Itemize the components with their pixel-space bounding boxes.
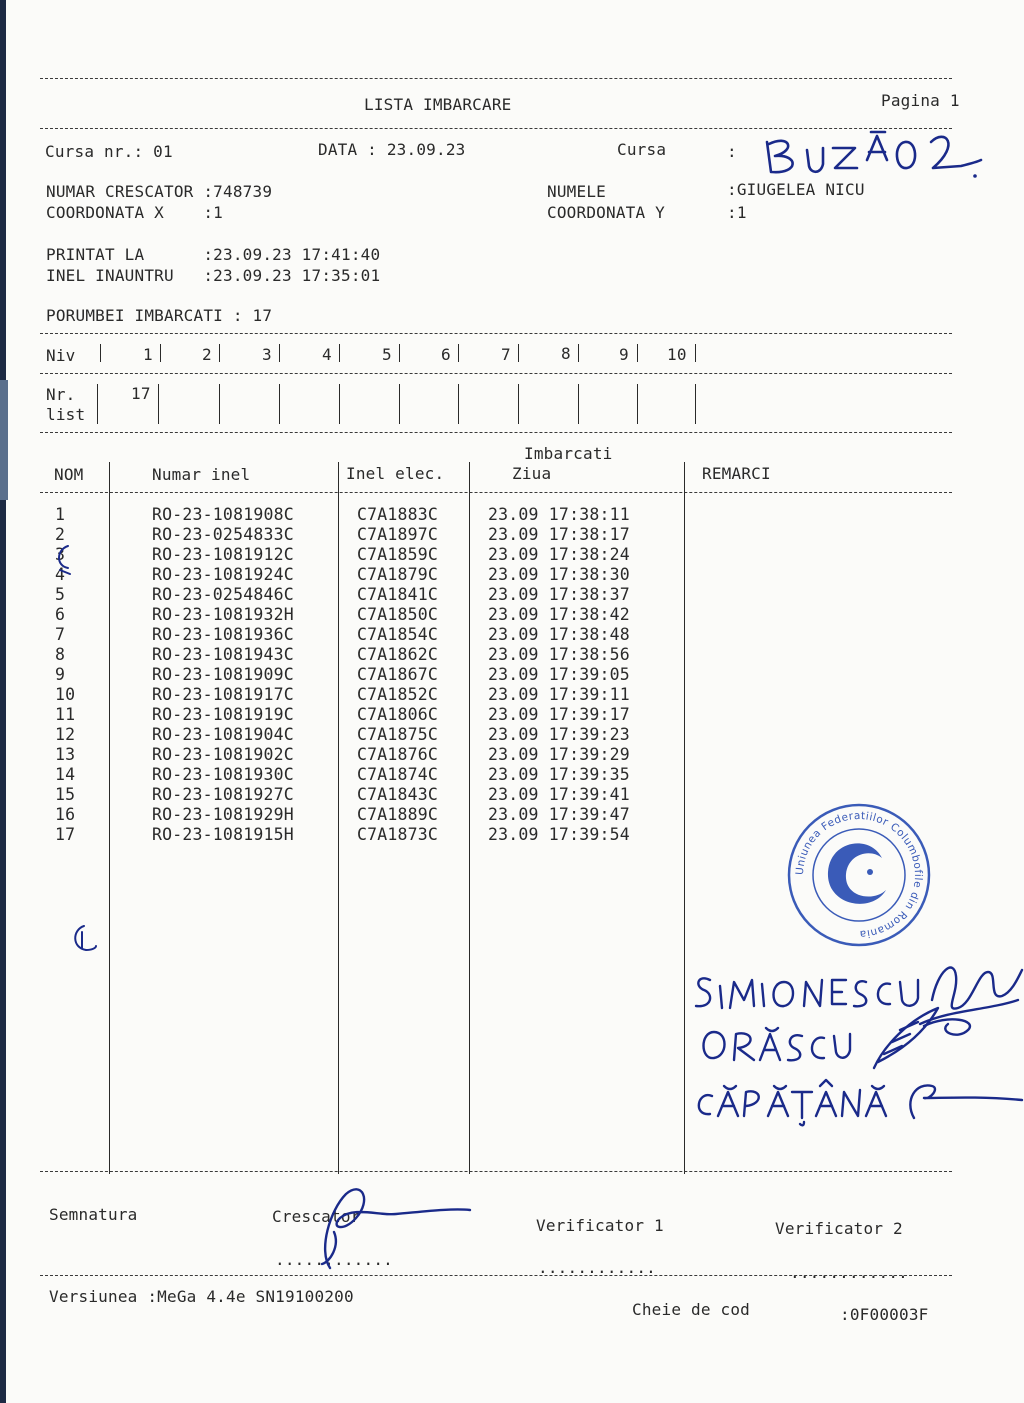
cursa-colon: :: [727, 142, 737, 161]
row-time: 23.09 17:39:17: [488, 705, 630, 724]
grid-line: [695, 384, 696, 424]
table-row: [0, 605, 1024, 625]
ring-inside: INEL INAUNTRU :23.09.23 17:35:01: [46, 266, 381, 285]
row-ring: RO-23-1081930C: [152, 765, 294, 784]
row-time: 23.09 17:38:48: [488, 625, 630, 644]
grid-line: [637, 344, 638, 362]
row-elec: C7A1850C: [357, 605, 439, 624]
row-nom: 13: [55, 745, 76, 764]
svg-text:Uniunea Federatiilor Columbofi: Uniunea Federatiilor Columbofile din Romania: [793, 809, 925, 941]
row-ring: RO-23-0254833C: [152, 525, 294, 544]
table-row: [0, 725, 1024, 745]
row-ring: RO-23-1081909C: [152, 665, 294, 684]
col-nom-header: NOM: [54, 465, 84, 484]
coordinate-y-label: COORDONATA Y: [547, 203, 665, 222]
row-nom: 7: [55, 625, 66, 644]
cursa-number: Cursa nr.: 01: [45, 142, 173, 161]
breeder-signature-label: Crescator: [272, 1207, 361, 1226]
row-elec: C7A1841C: [357, 585, 439, 604]
level-3: 3: [262, 345, 272, 364]
table-row: [0, 685, 1024, 705]
row-time: 23.09 17:38:24: [488, 545, 630, 564]
row-ring: RO-23-0254846C: [152, 585, 294, 604]
row-nom: 11: [55, 705, 76, 724]
row-ring: RO-23-1081929H: [152, 805, 294, 824]
divider: [40, 333, 952, 334]
row-elec: C7A1875C: [357, 725, 439, 744]
divider: [40, 1171, 952, 1172]
grid-line: [399, 384, 400, 424]
row-elec: C7A1843C: [357, 785, 439, 804]
col-ziua-header: Ziua: [512, 464, 552, 483]
grid-line: [279, 384, 280, 424]
divider: [40, 432, 952, 433]
row-nom: 17: [55, 825, 76, 844]
row-ring: RO-23-1081919C: [152, 705, 294, 724]
row-nom: 9: [55, 665, 66, 684]
row-time: 23.09 17:38:42: [488, 605, 630, 624]
row-elec: C7A1854C: [357, 625, 439, 644]
pigeons-boarded: PORUMBEI IMBARCATI : 17: [46, 306, 273, 325]
verifier-2-label: Verificator 2: [775, 1219, 903, 1238]
row-elec: C7A1873C: [357, 825, 439, 844]
row-time: 23.09 17:39:35: [488, 765, 630, 784]
row-ring: RO-23-1081912C: [152, 545, 294, 564]
nr-list-label-2: list: [46, 405, 86, 424]
row-elec: C7A1874C: [357, 765, 439, 784]
row-ring: RO-23-1081917C: [152, 685, 294, 704]
row-nom: 2: [55, 525, 66, 544]
row-time: 23.09 17:38:37: [488, 585, 630, 604]
code-key-value: :0F00003F: [840, 1305, 929, 1324]
table-row: [0, 745, 1024, 765]
imbarcati-header: Imbarcati: [524, 444, 613, 463]
level-4: 4: [322, 345, 332, 364]
row-nom: 10: [55, 685, 76, 704]
level-8: 8: [561, 344, 571, 363]
row-time: 23.09 17:39:41: [488, 785, 630, 804]
row-time: 23.09 17:39:23: [488, 725, 630, 744]
grid-line: [399, 344, 400, 362]
row-elec: C7A1879C: [357, 565, 439, 584]
row-nom: 16: [55, 805, 76, 824]
breeder-signature: [300, 1180, 480, 1276]
row-nom: 4: [55, 565, 66, 584]
row-ring: RO-23-1081915H: [152, 825, 294, 844]
row-ring: RO-23-1081927C: [152, 785, 294, 804]
row-time: 23.09 17:39:54: [488, 825, 630, 844]
grid-line: [578, 384, 579, 424]
row-nom: 5: [55, 585, 66, 604]
row-ring: RO-23-1081908C: [152, 505, 294, 524]
row-elec: C7A1859C: [357, 545, 439, 564]
verifier-1-signature-line: ............: [538, 1258, 656, 1277]
row-time: 23.09 17:39:05: [488, 665, 630, 684]
breeder-name-label: NUMELE: [547, 182, 606, 201]
col-ring-header: Numar inel: [152, 465, 251, 484]
pen-mark: [68, 922, 100, 956]
row-nom: 15: [55, 785, 76, 804]
level-1: 1: [143, 345, 153, 364]
breeder-name: :GIUGELEA NICU: [727, 180, 865, 199]
coordinate-y: :1: [727, 203, 747, 222]
verifier-1-label: Verificator 1: [536, 1216, 664, 1235]
grid-line: [518, 344, 519, 362]
divider: [40, 1275, 952, 1276]
level-10: 10: [667, 345, 687, 364]
row-nom: 12: [55, 725, 76, 744]
row-ring: RO-23-1081943C: [152, 645, 294, 664]
row-elec: C7A1867C: [357, 665, 439, 684]
grid-line: [219, 384, 220, 424]
niv-label: Niv: [46, 346, 76, 365]
document-title: LISTA IMBARCARE: [364, 95, 512, 114]
row-nom: 6: [55, 605, 66, 624]
row-elec: C7A1806C: [357, 705, 439, 724]
printed-at: PRINTAT LA :23.09.23 17:41:40: [46, 245, 381, 264]
level-1-count: 17: [131, 384, 151, 403]
grid-line: [97, 384, 98, 424]
grid-line: [458, 384, 459, 424]
level-2: 2: [202, 345, 212, 364]
cursa-label: Cursa: [617, 140, 667, 159]
row-elec: C7A1876C: [357, 745, 439, 764]
row-time: 23.09 17:38:56: [488, 645, 630, 664]
row-time: 23.09 17:38:11: [488, 505, 630, 524]
level-9: 9: [619, 345, 629, 364]
verifier-2-signature-line: ............: [790, 1263, 908, 1282]
table-row: [0, 645, 1024, 665]
level-5: 5: [382, 345, 392, 364]
divider: [40, 78, 952, 79]
table-row: [0, 585, 1024, 605]
divider: [40, 373, 952, 374]
row-ring: RO-23-1081932H: [152, 605, 294, 624]
divider: [40, 492, 952, 493]
row-elec: C7A1883C: [357, 505, 439, 524]
coordinate-x: COORDONATA X :1: [46, 203, 223, 222]
row-nom: 14: [55, 765, 76, 784]
scan-edge-shadow: [0, 380, 8, 500]
level-6: 6: [441, 345, 451, 364]
grid-line: [339, 384, 340, 424]
nr-list-label-1: Nr.: [46, 385, 76, 404]
grid-line: [219, 344, 220, 362]
table-row: [0, 665, 1024, 685]
table-row: [0, 705, 1024, 725]
verifier-handwritten-names: [688, 950, 1024, 1130]
row-elec: C7A1862C: [357, 645, 439, 664]
level-7: 7: [501, 345, 511, 364]
breeder-number: NUMAR CRESCATOR :748739: [46, 182, 273, 201]
row-ring: RO-23-1081902C: [152, 745, 294, 764]
row-elec: C7A1897C: [357, 525, 439, 544]
grid-line: [518, 384, 519, 424]
table-row: [0, 765, 1024, 785]
race-date: DATA : 23.09.23: [318, 140, 466, 159]
grid-line: [160, 344, 161, 362]
official-stamp: [786, 802, 932, 948]
row-ring: RO-23-1081936C: [152, 625, 294, 644]
col-remarks-header: REMARCI: [702, 464, 771, 483]
table-row: [0, 545, 1024, 565]
pen-mark: [50, 540, 80, 580]
row-time: 23.09 17:38:30: [488, 565, 630, 584]
table-row: [0, 525, 1024, 545]
grid-line: [339, 344, 340, 362]
grid-line: [637, 384, 638, 424]
grid-line: [279, 344, 280, 362]
software-version: Versiunea :MeGa 4.4e SN19100200: [49, 1287, 354, 1306]
grid-line: [100, 344, 101, 362]
grid-line: [458, 344, 459, 362]
row-elec: C7A1889C: [357, 805, 439, 824]
row-time: 23.09 17:39:29: [488, 745, 630, 764]
col-elec-header: Inel elec.: [346, 464, 445, 483]
signature-label: Semnatura: [49, 1205, 138, 1224]
row-ring: RO-23-1081924C: [152, 565, 294, 584]
table-row: [0, 625, 1024, 645]
table-row: [0, 565, 1024, 585]
row-nom: 3: [55, 545, 66, 564]
breeder-signature-line: ............: [275, 1250, 393, 1269]
row-ring: RO-23-1081904C: [152, 725, 294, 744]
grid-line: [695, 344, 696, 362]
code-key-label: Cheie de cod: [632, 1300, 750, 1319]
row-nom: 8: [55, 645, 66, 664]
page-number: Pagina 1: [881, 91, 960, 110]
grid-line: [578, 344, 579, 362]
row-time: 23.09 17:39:11: [488, 685, 630, 704]
table-row: [0, 505, 1024, 525]
grid-line: [158, 384, 159, 424]
row-elec: C7A1852C: [357, 685, 439, 704]
row-nom: 1: [55, 505, 66, 524]
row-time: 23.09 17:38:17: [488, 525, 630, 544]
row-time: 23.09 17:39:47: [488, 805, 630, 824]
